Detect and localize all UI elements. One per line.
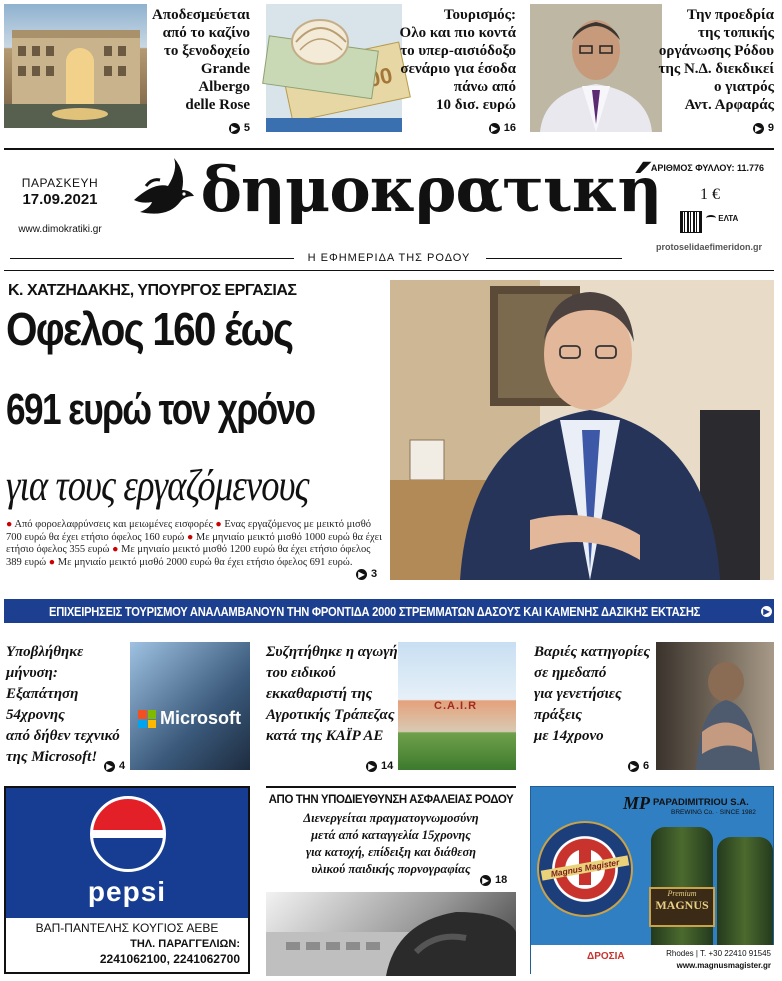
magnus-ad[interactable] [530, 786, 774, 974]
money-shell-photo [266, 4, 402, 132]
price: 1 € [700, 186, 720, 203]
money-illustration [266, 4, 402, 132]
teaser-2-page-ref[interactable]: ▶ 16 [489, 122, 516, 134]
story-microsoft[interactable] [4, 636, 250, 776]
lead-bullets: ● Από φορoελαφρύνσεις και μειωμένες εισφορές ● Ενας εργαζόμενος με μεικτό μισθό 700 ευρώ θα έχει ετήσιο όφελος 160 ευρώ ● Με μηνιαίο μεικτό μισθό 1000 ευρώ θα έχει ετήσιο όφελος 355 ευρώ ● Με μηνιαίο μεικτό μισθό 1200 ευρώ θα έχει ετήσιο όφελος 389 ευρώ ● Με μηνιαίο μεικτό μισθό 2000 ευρώ θα έχει ετήσιο όφελος 691 ευρώ. [6, 519, 382, 568]
story-1-page-ref[interactable]: ▶ 4 [104, 760, 125, 772]
top-teaser-1[interactable] [4, 4, 250, 136]
bullet-icon: ● [6, 519, 13, 530]
cair-factory-photo [398, 642, 516, 770]
story-agricultural-bank[interactable] [266, 636, 516, 776]
doctor-photo [530, 4, 662, 132]
teaser-3-page-ref[interactable]: ▶ 9 [753, 122, 774, 134]
teaser-1-text: Αποδεσμεύεται από το καζίνο το ξενοδοχείο Grande Albergo delle Rose [152, 7, 250, 113]
teaser-2-text: Τουρισμός: Ολο και πιο κοντά το υπερ-αισιόδοξο σενάριο για έσοδα πάνω από 10 δισ. ευρώ [399, 7, 516, 113]
story-2-title: Συζητήθηκε η αγωγή του ειδικού εκκαθαριστή της Αγροτικής Τράπεζας κατά της ΚΑΪΡ ΑΕ [266, 644, 398, 744]
lead-headline-1[interactable]: Οφελος 160 έως [6, 303, 293, 355]
security-headline: Διενεργείται πραγματογνωμοσύνη μετά από καταγγελία 15χρονης για κατοχή, επίδειξη και διάθεση υλικού παιδικής πορνογραφίας [303, 811, 479, 876]
magnus-contact: Rhodes | T. +30 22410 91545 [666, 949, 771, 958]
arrow-right-icon: ▶ [628, 761, 639, 772]
security-story[interactable] [266, 786, 516, 974]
magnus-company: PAPADIMITRIOU S.A. [653, 797, 749, 808]
minister-illustration [390, 280, 774, 580]
magnus-web[interactable]: www.magnusmagister.gr [676, 961, 771, 970]
arrow-right-icon: ▶ [761, 606, 772, 617]
teaser-1-page-ref[interactable]: ▶ 5 [229, 122, 250, 134]
arrow-right-icon: ▶ [104, 761, 115, 772]
bullet-icon: ● [112, 544, 119, 555]
child-silhouette-illustration [656, 642, 774, 770]
story-3-title: Βαριές κατηγορίες σε ημεδαπό για γενετήσιες πράξεις με 14χρονο [534, 644, 651, 744]
forest-banner[interactable] [4, 599, 782, 623]
arrow-right-icon: ▶ [229, 123, 240, 134]
tagline-rule-right [486, 258, 622, 259]
magnus-footer [531, 945, 775, 975]
arrow-right-icon: ▶ [480, 875, 491, 886]
pepsi-company: ΒΑΠ-ΠΑΝΤΕΛΗΣ ΚΟΥΓΙΟΣ ΑΕΒΕ [35, 921, 219, 935]
issue-date: 17.09.2021 [22, 191, 98, 208]
magnus-company-sub: BREWING Co. · SINCE 1982 [671, 809, 756, 816]
microsoft-photo [130, 642, 250, 770]
bullet-icon: ● [186, 531, 194, 543]
top-teaser-3[interactable] [530, 4, 774, 136]
issue-number: ΑΡΙΘΜΟΣ ΦΥΛΛΟΥ: 11.776 [650, 163, 764, 173]
mp-logo: MP [623, 793, 650, 813]
beer-label: Premium MAGNUS [649, 887, 715, 927]
teaser-3-text: Την προεδρία της τοπικής οργάνωσης Ρόδου της Ν.Δ. διεκδικεί ο γιατρός Αντ. Αρφαράς [658, 7, 774, 113]
elta-logo: ΕΛΤΑ [706, 214, 738, 223]
website-link[interactable]: www.dimokratiki.gr [18, 224, 102, 235]
banner-text: ΕΠΙΧΕΙΡΗΣΕΙΣ ΤΟΥΡΙΣΜΟΥ ΑΝΑΛΑΜΒΑΝΟΥΝ ΤΗΝ ΦΡΟΝΤΙΔΑ 2000 ΣΤΡΕΜΜΑΤΩΝ ΔΑΣΟΥΣ ΚΑΙ ΚΑΜΕΝΗΣ ΔΑΣΙΚΗΣ ΕΚΤΑΣΗΣ [48, 603, 701, 619]
seal-ribbon: Magnus Magister [541, 855, 629, 880]
laptop-hand-photo [266, 892, 516, 976]
pepsi-globe-icon [90, 796, 166, 872]
barcode-icon [680, 211, 702, 233]
man-portrait-illustration [530, 4, 662, 132]
watermark-site: protoselidaefimeridon.gr [655, 242, 762, 252]
arrow-right-icon: ▶ [489, 123, 500, 134]
lead-kicker: Κ. ΧΑΤΖΗΔΑΚΗΣ, ΥΠΟΥΡΓΟΣ ΕΡΓΑΣΙΑΣ [8, 282, 297, 299]
pepsi-orders-label: ΤΗΛ. ΠΑΡΑΓΓΕΛΙΩΝ: [130, 938, 240, 950]
masthead-date-block [10, 176, 110, 235]
security-kicker: ΑΠΟ ΤΗΝ ΥΠΟΔΙΕΥΘΥΝΣΗ ΑΣΦΑΛΕΙΑΣ ΡΟΔΟΥ [268, 794, 514, 806]
newspaper-title: δημοκρατική [200, 153, 662, 226]
cair-sign-label: C.A.I.R [434, 700, 478, 712]
arrow-right-icon: ▶ [356, 569, 367, 580]
bullet-icon: ● [48, 556, 56, 568]
elta-bird-icon [706, 215, 716, 221]
microsoft-sign-label: Microsoft [160, 708, 241, 728]
top-teaser-2[interactable] [266, 4, 516, 136]
pepsi-phones: 2241062100, 2241062700 [99, 952, 240, 966]
pepsi-ad-top [6, 788, 248, 918]
microsoft-logo-icon [138, 710, 156, 728]
dove-logo-icon [126, 156, 196, 226]
story-minor-abuse[interactable] [530, 636, 774, 776]
story-1-title: Υποβλήθηκε μήνυση: Εξαπάτηση 54χρονης από δήθεν τεχνικό της Microsoft! [6, 644, 120, 765]
sad-child-photo [656, 642, 774, 770]
story-3-page-ref[interactable]: ▶ 6 [628, 760, 649, 772]
security-page-ref[interactable]: ▶ 18 [480, 874, 507, 886]
masthead-bottom-rule [4, 270, 774, 271]
weekday: ΠΑΡΑΣΚΕΥΗ [21, 176, 99, 190]
lead-headline-2[interactable]: 691 ευρώ τον χρόνο [6, 385, 315, 434]
tagline-rule-left [10, 258, 294, 259]
story-2-page-ref[interactable]: ▶ 14 [366, 760, 393, 772]
drosia-logo: ΔΡΟΣΙΑ [587, 951, 625, 962]
laptop-illustration [266, 892, 516, 976]
hotel-illustration [4, 4, 147, 128]
arrow-right-icon: ▶ [753, 123, 764, 134]
tagline: Η ΕΦΗΜΕΡΙΔΑ ΤΗΣ ΡΟΔΟΥ [307, 252, 471, 264]
minister-photo [390, 280, 774, 580]
pepsi-ad[interactable] [4, 786, 250, 974]
lead-headline-3[interactable]: για τους εργαζόμενους [6, 461, 309, 510]
arrow-right-icon: ▶ [366, 761, 377, 772]
pepsi-wordmark: pepsi [87, 876, 167, 907]
hotel-photo [4, 4, 147, 128]
lead-page-ref[interactable]: ▶ 3 [356, 568, 377, 580]
bullet-icon: ● [215, 519, 222, 530]
magnus-seal [537, 821, 633, 917]
banner-page-ref[interactable]: ▶ 8 [761, 605, 782, 617]
